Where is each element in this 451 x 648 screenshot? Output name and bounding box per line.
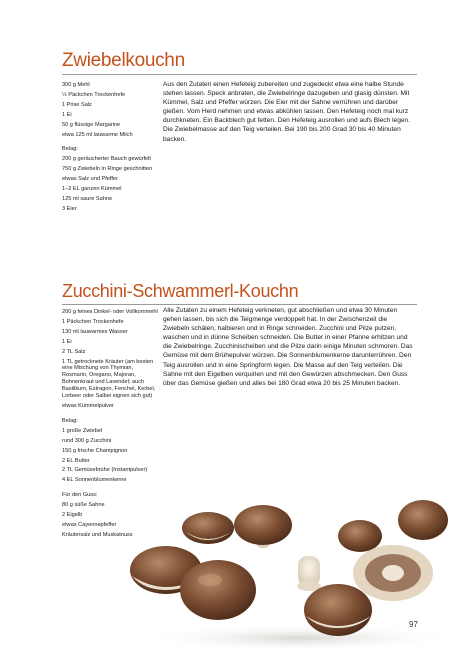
ingredient: 750 g Zwiebeln in Ringe geschnitten [62, 166, 153, 173]
ingredient: 3 Eier [62, 205, 77, 212]
ingredient: 4 EL Sonnenblumenkerne [62, 477, 127, 484]
ingredient: 50 g flüssige Margarine [62, 121, 121, 128]
ingredient: 80 g süße Sahne [62, 502, 105, 509]
recipe-instructions-zucchini-schwammerl-kouchn: Alle Zutaten zu einem Hefeteig verkneten, gut abschließen und etwa 30 Minuten gehen lassen, bis sich die Teigmenge verdoppelt hat. In der Zwischenzeit die Zwiebeln schälen, halbieren und in Ringe schneiden. Zucchini und Pilze putzen, waschen und in dünne Scheiben schneiden. Die Butter in einer Pfanne erhitzen und die Zwiebelringe, Zucchinischeiben und die Pilze darin einige Minuten schmoren. Das Gemüse mit dem Brühepulver würzen. Die Sonnenblumenkerne darunterrühren. Den Teig ausrollen und in eine Springform legen. Die Masse auf den Teig verteilen. Die Sahne mit den Eigelben verquirlen und mit den Gewürzen abschmecken. Den Guss über das Gemüse gießen und alles bei 180 Grad etwa 20 bis 25 Minuten backen. [163, 307, 413, 387]
ingredient: 200 g feines Dinkel- oder Vollkornmehl [62, 309, 158, 315]
ingredient: etwa 125 ml lauwarme Milch [62, 131, 133, 138]
ingredient: etwas Kümmelpulver [62, 402, 114, 409]
recipe-title-zwiebelkouchn: Zwiebelkouchn [62, 50, 185, 71]
ingredient: ½ Päckchen Trockenhefe [62, 91, 126, 98]
ingredient-section-heading: Belag: [62, 146, 78, 153]
ingredient: 2 Eigelb [62, 512, 83, 519]
ingredient: 300 g Mehl [62, 82, 90, 88]
ingredient-list-zwiebelkouchn [62, 82, 160, 216]
recipe-instructions-zwiebelkouchn: Aus den Zutaten einen Hefeteig zubereiten und zugedeckt etwa eine halbe Stunde stehen lassen. Speck anbraten, die Zwiebelringe dazugeben und glasig dünsten. Mit Kümmel, Salz und Pfeffer würzen. Die Eier mit der Sahne verrühren und darüber gießen. Vom Herd nehmen und etwas abkühlen lassen. Den Hefeteig noch mal kurz durchkneten. Ein Backblech gut fetten. Den Hefeteig ausrollen und aufs Blech legen. Die Zwiebelmasse auf den Teig verteilen. Bei 190 bis 200 Grad 30 bis 40 Minuten backen. [163, 81, 411, 143]
ingredient: rund 300 g Zucchini [62, 437, 112, 444]
ingredient: 1 Prise Salz [62, 101, 92, 108]
title-divider [62, 304, 417, 305]
ingredient-section-heading: Für den Guss: [62, 492, 98, 499]
recipe-title-zucchini-schwammerl-kouchn: Zucchini-Schwammerl-Kouchn [62, 281, 299, 301]
mushrooms-photo [128, 498, 451, 648]
ingredient: 130 ml lauwarmes Wasser [62, 328, 128, 335]
ingredient: 2 EL Butter [62, 457, 90, 464]
page-number: 97 [409, 620, 418, 629]
ingredient: 1 Päckchen Trockenhefe [62, 318, 124, 325]
ingredient: 1 Ei [62, 111, 72, 118]
ingredient: etwas Salz und Pfeffer [62, 176, 118, 183]
ingredient: etwas Cayennepfeffer [62, 521, 117, 528]
ingredient: 2 TL Salz [62, 348, 86, 355]
ingredient-section-heading: Belag: [62, 417, 78, 424]
ingredient: 1 Ei [62, 338, 72, 345]
ingredient: 2 TL Gemüsebrühe (Instantpulver) [62, 467, 148, 474]
ingredient: 125 ml saure Sahne [62, 195, 113, 202]
ingredient: Kräutersalz und Muskatnuss [62, 531, 133, 538]
ingredient: 1 TL getrocknete Kräuter (am besten eine Mischung von Thymian, Rosmarin, Oregano, Majoran, Bohnenkraut und Lavendel; auch Basilikum, Estragon, Fenchel, Kerbel, Lorbeer oder Salbei eignen sich gut) [62, 358, 156, 400]
ingredient: 150 g frische Champignon [62, 447, 128, 454]
ingredient: 1–2 EL ganzen Kümmel [62, 186, 122, 193]
title-divider [62, 74, 417, 75]
ingredient: 1 große Zwiebel [62, 427, 103, 434]
ingredient: 200 g geräucherter Bauch gewürfelt [62, 156, 151, 163]
